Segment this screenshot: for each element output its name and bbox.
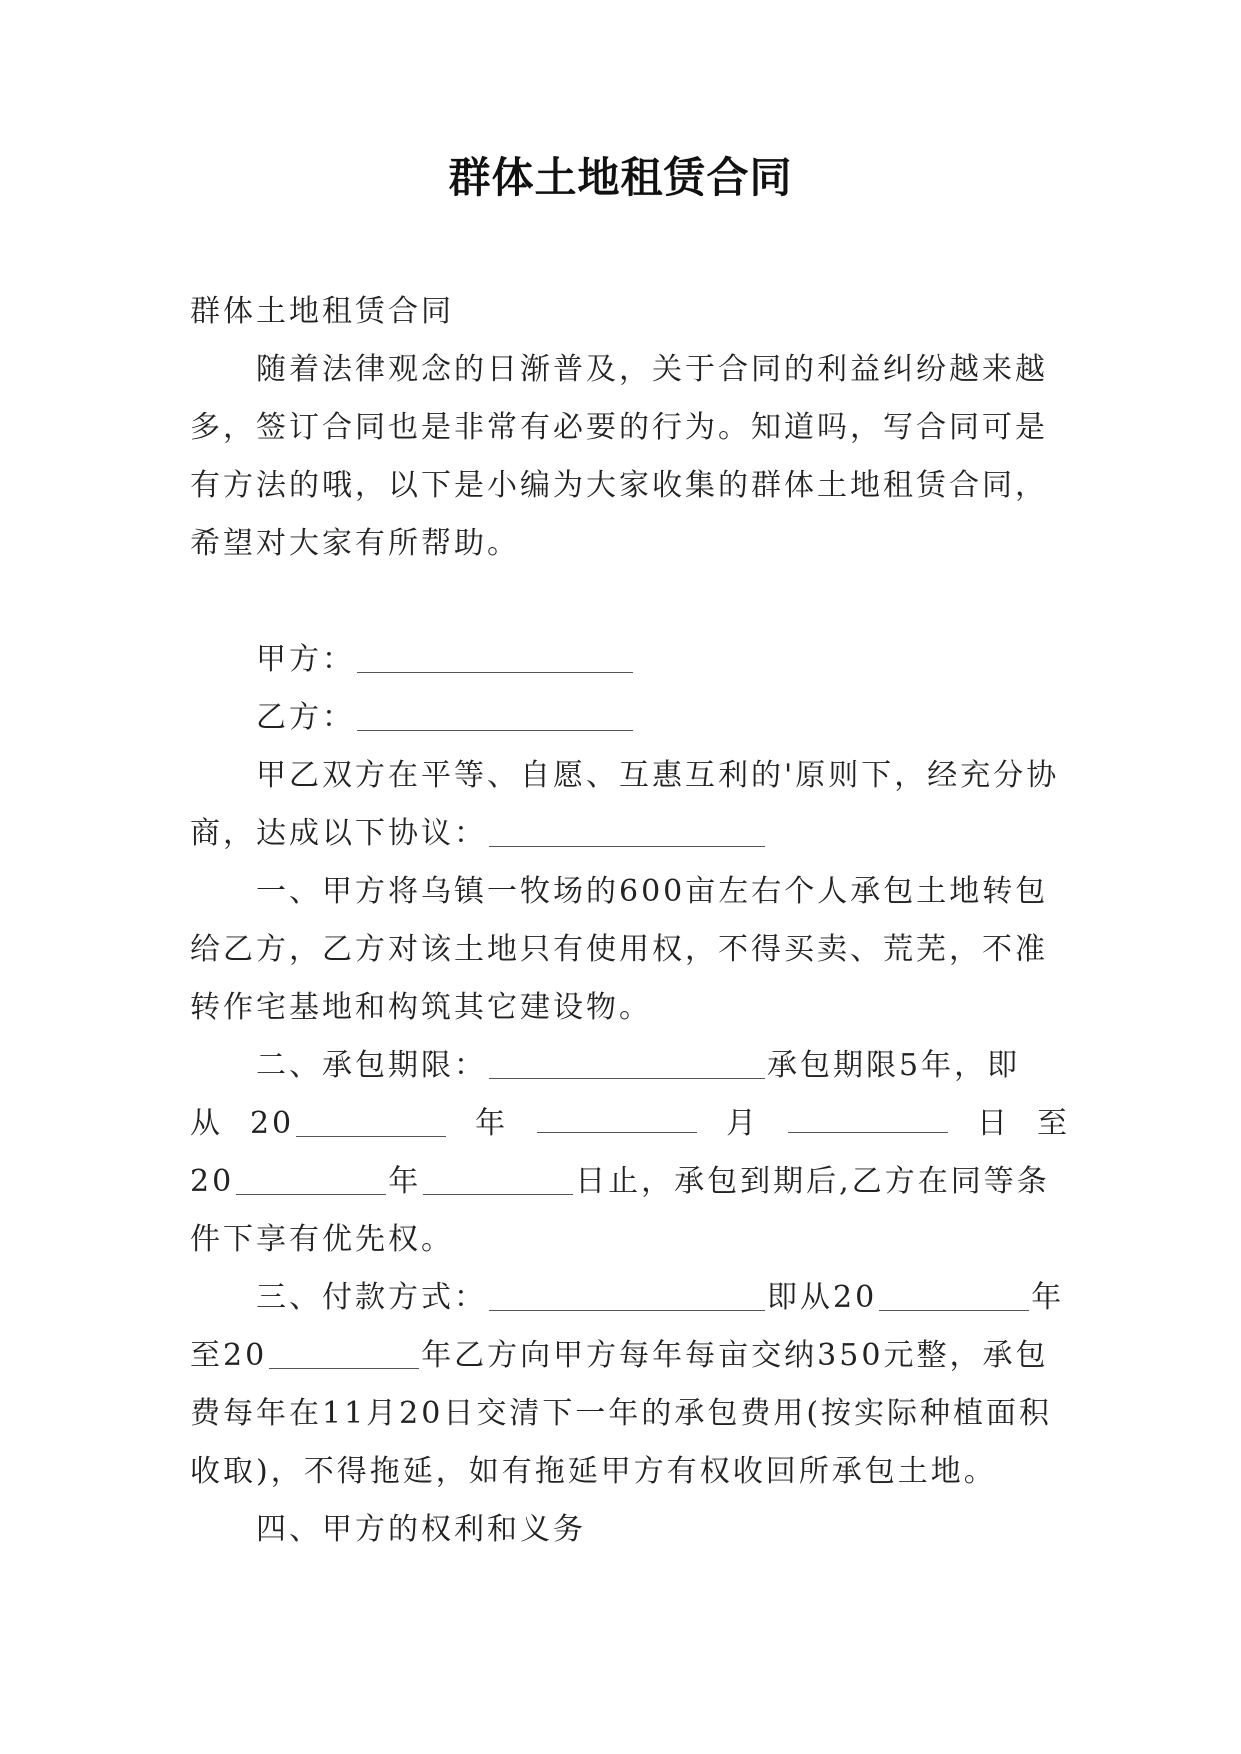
clause-2-line-1 bbox=[190, 1037, 1070, 1095]
clause-2-term-blank bbox=[489, 1048, 765, 1079]
agreement-text: 甲乙双方在平等、自愿、互惠互利的'原则下，经充分协商，达成以下协议： bbox=[190, 758, 1060, 851]
clause-4-heading: 四、甲方的权利和义务 bbox=[256, 1512, 586, 1547]
party-b-blank bbox=[357, 700, 633, 731]
clause-2-line-3 bbox=[190, 1153, 1070, 1269]
clause-2-from: 从 bbox=[190, 1106, 223, 1141]
document-body bbox=[190, 283, 1070, 1559]
clause-2-label: 二、承包期限： bbox=[256, 1048, 487, 1083]
document-title: 群体土地租赁合同 bbox=[448, 153, 793, 202]
clause-2-end-year: 年 bbox=[388, 1164, 422, 1199]
intro-paragraph: 随着法律观念的日渐普及，关于合同的利益纠纷越来越多，签订合同也是非常有必要的行为。知道吗，写合同可是有方法的哦，以下是小编为大家收集的群体土地租赁合同，希望对大家有所帮助。 bbox=[190, 352, 1048, 561]
party-a-label: 甲方： bbox=[256, 642, 355, 677]
party-b-label: 乙方： bbox=[256, 700, 355, 735]
clause-2-day: 日 bbox=[977, 1106, 1010, 1141]
clause-3 bbox=[190, 1269, 1070, 1501]
clause-2-term: 承包期限5年，即 bbox=[767, 1048, 1021, 1083]
clause-2-month: 月 bbox=[726, 1106, 760, 1141]
clause-3-text: 年乙方向甲方每年每亩交纳350元整，承包费每年在11月20日交清下一年的承包费用(按实际种植面积收取)，不得拖延，如有拖延甲方有权收回所承包土地。 bbox=[190, 1338, 1053, 1489]
clause-2-line-2 bbox=[190, 1095, 1070, 1153]
clause-3-year-to: 年至20 bbox=[190, 1280, 1065, 1373]
clause-3-from-blank bbox=[879, 1280, 1029, 1311]
clause-1: 一、甲方将乌镇一牧场的600亩左右个人承包土地转包给乙方，乙方对该土地只有使用权，不得买卖、荒芜，不准转作宅基地和构筑其它建设物。 bbox=[190, 874, 1049, 1025]
clause-2-start-month-blank bbox=[537, 1102, 697, 1133]
clause-2-to: 至 bbox=[1036, 1106, 1070, 1141]
clause-2-end-month-blank bbox=[423, 1164, 573, 1195]
clause-2-prefix-20: 20 bbox=[249, 1106, 295, 1141]
party-a-blank bbox=[357, 642, 633, 673]
paragraph-gap bbox=[190, 573, 1070, 631]
clause-2-start-year-group bbox=[250, 1095, 448, 1153]
clause-2-end-prefix-20: 20 bbox=[190, 1164, 235, 1199]
clause-2-year: 年 bbox=[475, 1106, 509, 1141]
agreement-blank bbox=[489, 816, 765, 847]
document-subtitle: 群体土地租赁合同 bbox=[190, 294, 454, 329]
clause-2-start-day-blank bbox=[788, 1102, 948, 1133]
clause-3-from: 即从20 bbox=[767, 1280, 878, 1315]
clause-2-end-year-blank bbox=[236, 1164, 386, 1195]
agreement-paragraph bbox=[190, 747, 1070, 863]
party-b-line bbox=[190, 689, 1070, 747]
clause-3-method-blank bbox=[489, 1280, 765, 1311]
party-a-line bbox=[190, 631, 1070, 689]
clause-2-end: 日止，承包到期后,乙方在同等条件下享有优先权。 bbox=[190, 1164, 1050, 1257]
clause-2-start-year-blank bbox=[296, 1106, 446, 1137]
clause-3-to-blank bbox=[269, 1338, 419, 1369]
clause-3-label: 三、付款方式： bbox=[256, 1280, 487, 1315]
